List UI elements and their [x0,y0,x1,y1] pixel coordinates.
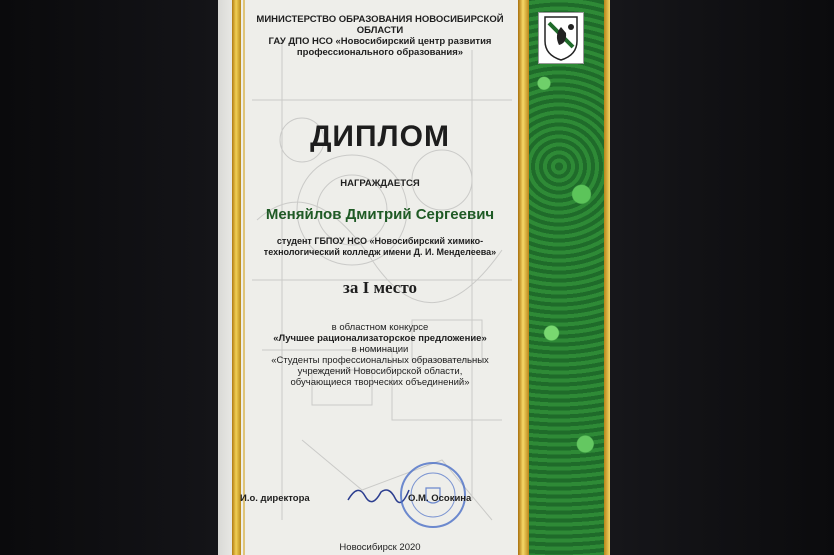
recipient-name: Меняйлов Дмитрий Сергеевич [265,206,495,223]
gold-border-left [232,0,241,555]
recipient-info [242,236,518,258]
place-award: за I место [343,278,417,297]
background-right [610,0,834,555]
contest-line-2: «Лучшее рационализаторское предложение» [273,333,487,344]
contest-line-1: в областном конкурсе [331,322,429,333]
green-gear-strip [529,0,604,555]
signer-name: О.М. Осокина [408,493,472,504]
contest-line-6: обучающиеся творческих объединений» [290,377,470,388]
background-left [0,0,218,555]
contest-line-5: учреждений Новосибирской области, [297,366,463,377]
diploma-title: ДИПЛОМ [310,120,450,153]
header-line-2: ГАУ ДПО НСО «Новосибирский центр развития [268,36,492,47]
header-line-1: МИНИСТЕРСТВО ОБРАЗОВАНИЯ НОВОСИБИРСКОЙ ОБЛАСТИ [256,14,504,36]
header-line-3: профессионального образования» [296,47,464,58]
issuer-header [242,14,518,58]
coat-of-arms-icon [538,12,584,64]
contest-description [242,322,518,388]
diploma-paper [218,0,610,555]
director-role: И.о. директора [240,493,310,504]
contest-line-3: в номинации [351,344,409,355]
recipient-info-line-1: студент ГБПОУ НСО «Новосибирский химико- [276,236,484,246]
recipient-info-line-2: технологический колледж имени Д. И. Менделеева» [263,247,497,257]
contest-line-4: «Студенты профессиональных образовательных [271,355,489,366]
gold-edge-right [604,0,610,555]
gold-border-right [518,0,529,555]
awarded-label: НАГРАЖДАЕТСЯ [340,178,420,189]
issue-city-year: Новосибирск 2020 [339,542,421,553]
